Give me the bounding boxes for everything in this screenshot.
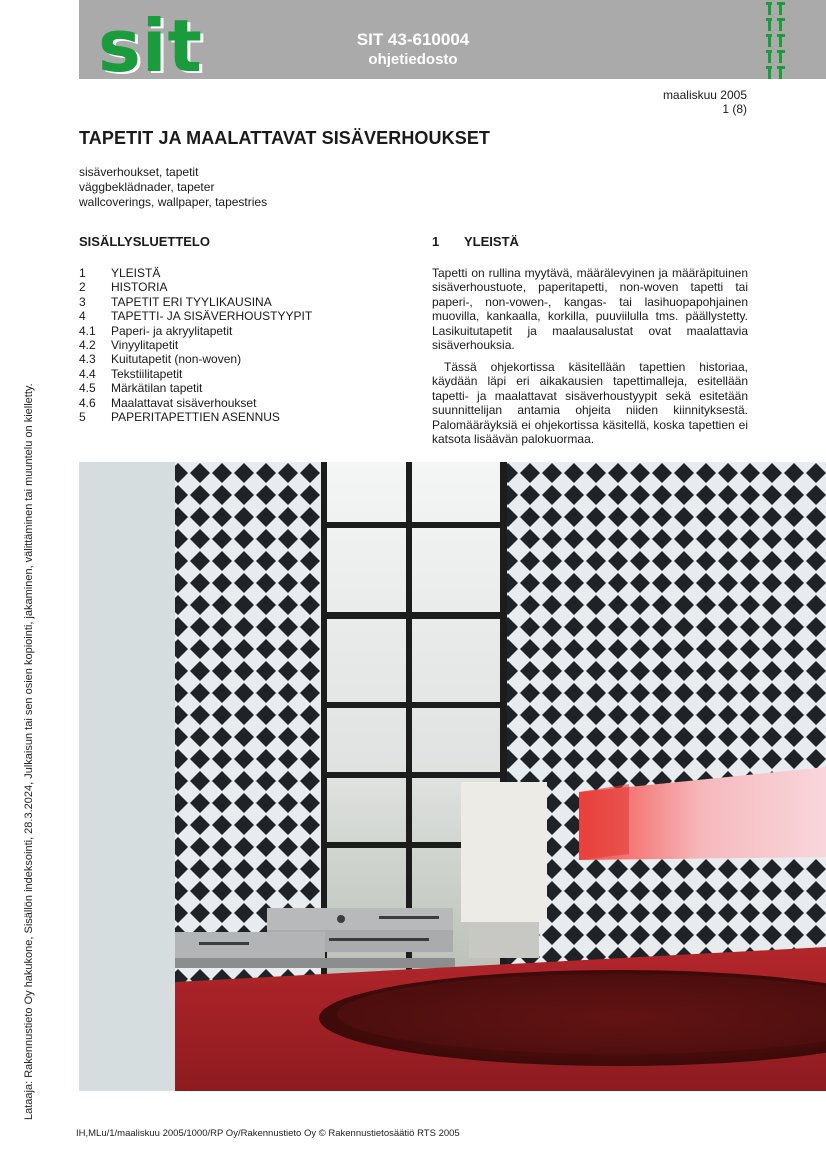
toc-label: TAPETIT ERI TYYLIKAUSINA xyxy=(111,294,272,309)
toc-item xyxy=(79,266,312,280)
interior-photo-illustration xyxy=(79,462,826,1091)
toc-label: Vinyylitapetit xyxy=(111,338,179,353)
keyword-line-sv: väggbeklädnader, tapeter xyxy=(79,180,215,194)
toc-item xyxy=(79,381,312,395)
toc-item xyxy=(79,295,312,309)
keywords xyxy=(79,165,267,210)
toc-item xyxy=(79,280,312,294)
sit-logo: sit xyxy=(98,4,203,88)
page-number: 1 (8) xyxy=(722,102,747,116)
toc-item xyxy=(79,309,312,323)
toc-label: Maalattavat sisäverhoukset xyxy=(111,395,257,410)
toc-label: Kuitutapetit (non-woven) xyxy=(111,352,242,367)
toc-label: Märkätilan tapetit xyxy=(111,381,203,396)
body-paragraph: Tapetti on rullina myytävä, määrälevyinen ja määräpituinen sisäverhoustuote, paperitapetti, non-woven tapetti tai paperi-, non-vowen-, kangas- tai lasihuopapohjainen muovilla, kankaalla, korkilla, puuviilulla tms. päällystetty. Lasikuitutapetit ja maalausalustat ovat maalattavia sisäverhouksia. xyxy=(432,266,748,353)
keyword-line-fi: sisäverhoukset, tapetit xyxy=(79,165,199,179)
toc-item xyxy=(79,324,312,338)
body-paragraph: Tässä ohjekortissa käsitellään tapettien historiaa, käydään läpi eri aikakausien tapettimalleja, esitellään tapetti- ja maalattavat sisäverhoustyypit sekä esitetään suunnittelijan antamia ohjeita niiden kiinnityksestä. Palomääräyksiä ei ohjekortissa käsitellä, koska tapettien ei katsota lisäävän palokuormaa. xyxy=(432,360,748,447)
toc-number: 4.3 xyxy=(79,352,96,367)
download-notice: Lataaja: Rakennustieto Oy hakukone, Sisällön indeksointi, 28.3.2024, Julkaisun tai sen osien kopiointi, jakaminen, välittäminen tai muuntelu on kielletty. xyxy=(23,383,35,1120)
publication-date: maaliskuu 2005 xyxy=(662,88,747,102)
toc-label: HISTORIA xyxy=(111,280,168,295)
document-title: TAPETIT JA MAALATTAVAT SISÄVERHOUKSET xyxy=(79,128,491,148)
section-title: YLEISTÄ xyxy=(464,234,519,249)
corner-pattern-icon xyxy=(762,0,792,79)
toc-label: TAPETTI- JA SISÄVERHOUSTYYPIT xyxy=(111,309,313,324)
toc-number: 4.5 xyxy=(79,381,96,396)
document-code: SIT 43-610004 xyxy=(356,30,470,49)
toc-number: 4.6 xyxy=(79,395,96,410)
toc-heading: SISÄLLYSLUETTELO xyxy=(79,234,210,249)
toc-label: Tekstiilitapetit xyxy=(111,366,183,381)
toc-label: YLEISTÄ xyxy=(111,266,161,280)
keyword-line-en: wallcoverings, wallpaper, tapestries xyxy=(79,195,268,209)
toc-number: 3 xyxy=(79,294,86,309)
toc-item xyxy=(79,396,312,410)
toc-number: 2 xyxy=(79,280,86,295)
toc-item xyxy=(79,367,312,381)
toc-number: 4.4 xyxy=(79,366,96,381)
toc-number: 4.2 xyxy=(79,338,96,353)
toc-number: 1 xyxy=(79,266,86,280)
toc-label: PAPERITAPETTIEN ASENNUS xyxy=(111,410,280,425)
toc-item xyxy=(79,338,312,352)
toc-item xyxy=(79,352,312,366)
document-type: ohjetiedosto xyxy=(368,51,458,68)
toc-number: 4.1 xyxy=(79,323,96,338)
toc-item xyxy=(79,410,312,424)
section-number: 1 xyxy=(432,234,440,249)
interior-photo xyxy=(79,462,826,1091)
section-heading xyxy=(432,234,519,249)
toc-number: 5 xyxy=(79,410,86,425)
footer-imprint: IH,MLu/1/maaliskuu 2005/1000/RP Oy/Rakennustieto Oy © Rakennustietosäätiö RTS 2005 xyxy=(76,1128,460,1139)
table-of-contents xyxy=(79,266,312,424)
toc-number: 4 xyxy=(79,309,86,324)
toc-label: Paperi- ja akryylitapetit xyxy=(111,323,233,338)
